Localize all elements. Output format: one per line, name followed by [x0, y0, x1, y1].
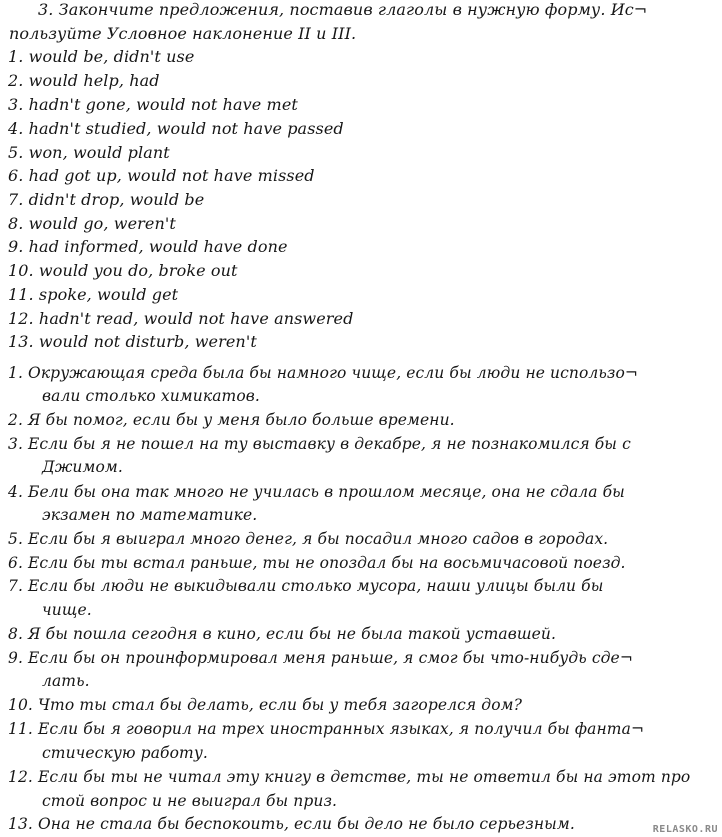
- translation-line: 8. Я бы пошла сегодня в кино, если бы не была такой уставшей.: [8, 625, 557, 643]
- translation-line: 3. Если бы я не пошел на ту выставку в декабре, я не познакомился бы с: [8, 435, 631, 453]
- answer-item: 13. would not disturb, weren't: [8, 332, 257, 351]
- translation-line: стическую работу.: [42, 744, 208, 762]
- translation-line: стой вопрос и не выиграл бы приз.: [42, 792, 338, 810]
- translation-line: Джимом.: [42, 458, 123, 476]
- translation-line: 5. Если бы я выиграл много денег, я бы посадил много садов в городах.: [8, 530, 609, 548]
- translation-line: чище.: [42, 601, 92, 619]
- answer-item: 2. would help, had: [8, 71, 160, 90]
- answer-item: 5. won, would plant: [8, 143, 170, 162]
- answer-item: 8. would go, weren't: [8, 214, 176, 233]
- translation-line: лать.: [42, 672, 90, 690]
- answer-item: 11. spoke, would get: [8, 285, 179, 304]
- translation-line: 4. Бели бы она так много не училась в прошлом месяце, она не сдала бы: [8, 483, 625, 501]
- translation-line: 6. Если бы ты встал раньше, ты не опоздал бы на восьмичасовой поезд.: [8, 554, 626, 572]
- translation-line: 2. Я бы помог, если бы у меня было больше времени.: [8, 411, 455, 429]
- answer-item: 1. would be, didn't use: [8, 47, 195, 66]
- translation-line: 10. Что ты стал бы делать, если бы у тебя загорелся дом?: [8, 696, 522, 714]
- translation-line: 13. Она не стала бы беспокоить, если бы дело не было серьезным.: [8, 815, 575, 833]
- answer-item: 9. had informed, would have done: [8, 237, 288, 256]
- translation-line: 7. Если бы люди не выкидывали столько мусора, наши улицы были бы: [8, 577, 604, 595]
- translation-line: 9. Если бы он проинформировал меня раньше, я смог бы что-нибудь сде¬: [8, 649, 633, 667]
- translation-line: 12. Если бы ты не читал эту книгу в детстве, ты не ответил бы на этот про: [8, 768, 691, 786]
- answer-item: 7. didn't drop, would be: [8, 190, 205, 209]
- translation-line: экзамен по математике.: [42, 506, 258, 524]
- answer-item: 6. had got up, would not have missed: [8, 166, 315, 185]
- answer-item: 3. hadn't gone, would not have met: [8, 95, 298, 114]
- task-heading-line-2: пользуйте Условное наклонение II и III.: [9, 24, 357, 43]
- answer-item: 12. hadn't read, would not have answered: [8, 309, 354, 328]
- watermark: RELASKO.RU: [652, 824, 718, 835]
- translation-line: 11. Если бы я говорил на трех иностранных языках, я получил бы фанта¬: [8, 720, 645, 738]
- translation-line: 1. Окружающая среда была бы намного чище, если бы люди не использо¬: [8, 364, 639, 382]
- answer-item: 4. hadn't studied, would not have passed: [8, 119, 344, 138]
- task-heading-line-1: 3. Закончите предложения, поставив глаголы в нужную форму. Ис¬: [38, 0, 648, 19]
- translation-line: вали столько химикатов.: [42, 387, 260, 405]
- answer-item: 10. would you do, broke out: [8, 261, 238, 280]
